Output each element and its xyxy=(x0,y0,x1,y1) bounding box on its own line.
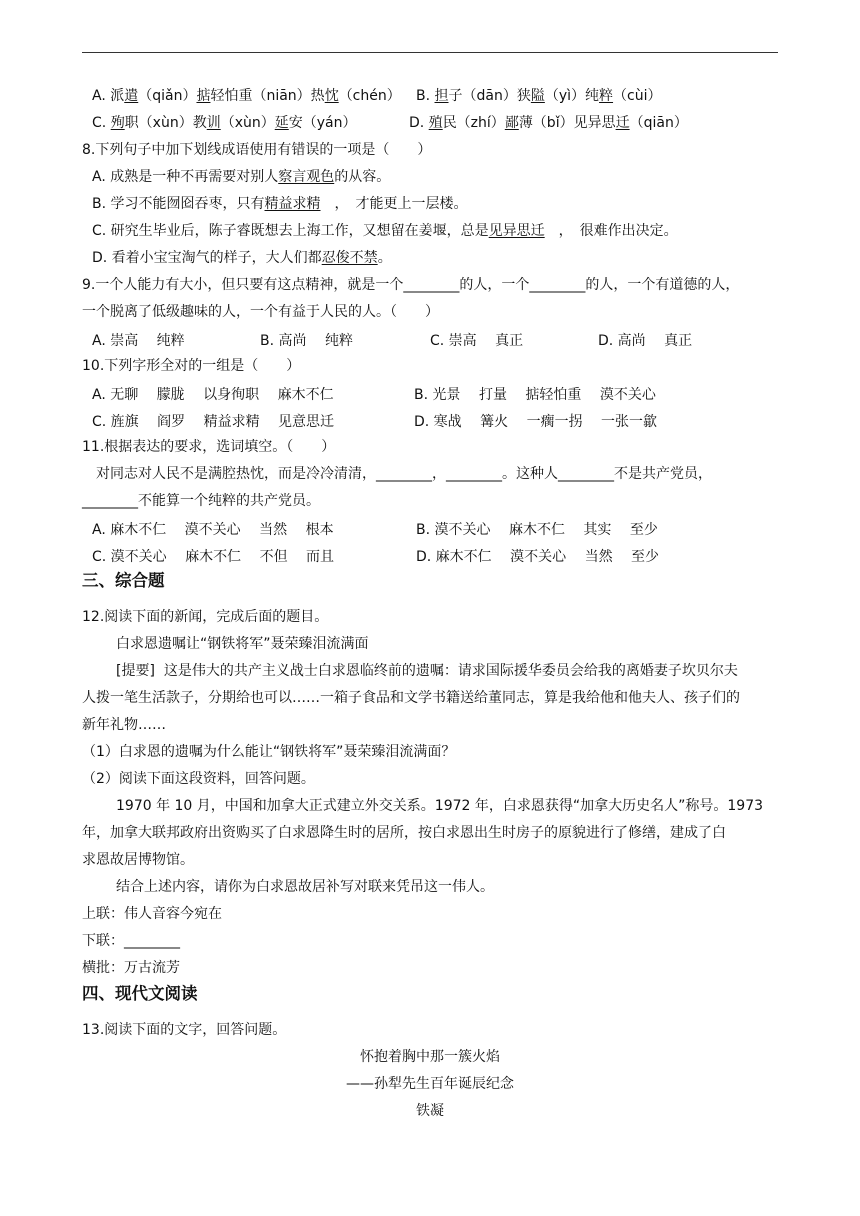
q7-option-d: D. 殖民（zhí）鄙薄（bǐ）见异思迁（qiān） xyxy=(409,115,688,131)
q8-option-b: B. 学习不能囫囵吞枣，只有精益求精 ， 才能更上一层楼。 xyxy=(92,196,468,212)
q12-para-line2: 人拨一笔生活款子，分期给也可以……一箱子食品和文学书籍送给董同志，算是我给他和他夫人、孩子们的 xyxy=(82,690,740,706)
article-title: 怀抱着胸中那一簇火焰 xyxy=(360,1049,500,1065)
q9-option-d: D. 高尚 真正 xyxy=(598,333,693,349)
couplet-upper: 上联：伟人音容今宛在 xyxy=(82,906,222,922)
q12-material-line2: 年，加拿大联邦政府出资购买了白求恩降生时的居所，按白求恩出生时房子的原貌进行了修缮，建成了白 xyxy=(82,825,726,841)
q12-task: 结合上述内容，请你为白求恩故居补写对联来凭吊这一伟人。 xyxy=(116,879,494,895)
q12-material-line1: 1970 年 10 月，中国和加拿大正式建立外交关系。1972 年，白求恩获得“加拿大历史名人”称号。1973 xyxy=(116,798,764,814)
q8-option-d: D. 看着小宝宝淘气的样子，大人们都忍俊不禁。 xyxy=(92,250,392,266)
q11-stem: 11.根据表达的要求，选词填空。（ ） xyxy=(82,439,336,455)
q10-option-c: C. 旌旗 阎罗 精益求精 见意思迁 xyxy=(92,414,335,430)
q12-headline: 白求恩遗嘱让“钢铁将军”聂荣臻泪流满面 xyxy=(116,636,369,652)
section-heading-3: 三、综合题 xyxy=(82,571,165,590)
q12-sub-question-1: （1）白求恩的遗嘱为什么能让“钢铁将军”聂荣臻泪流满面？ xyxy=(82,744,456,760)
article-subtitle: ——孙犁先生百年诞辰纪念 xyxy=(346,1076,514,1092)
q12-para-line1: [提要] 这是伟大的共产主义战士白求恩临终前的遗嘱：请求国际援华委员会给我的离婚妻子坎贝尔夫 xyxy=(116,663,738,679)
q11-option-d: D. 麻木不仁 漠不关心 当然 至少 xyxy=(416,549,660,565)
q8-option-c: C. 研究生毕业后，陈子睿既想去上海工作，又想留在姜堰，总是见异思迁 ， 很难作出决定。 xyxy=(92,223,678,239)
q8-option-a: A. 成熟是一种不再需要对别人察言观色的从容。 xyxy=(92,169,391,185)
q12-sub-question-2: （2）阅读下面这段资料，回答问题。 xyxy=(82,771,315,787)
q10-stem: 10.下列字形全对的一组是（ ） xyxy=(82,358,301,374)
q12-stem: 12.阅读下面的新闻，完成后面的题目。 xyxy=(82,609,329,625)
couplet-horizontal: 横批：万古流芳 xyxy=(82,960,180,976)
q8-stem: 8.下列句子中加下划线成语使用有错误的一项是（ ） xyxy=(82,142,432,158)
q11-option-c: C. 漠不关心 麻木不仁 不但 而且 xyxy=(92,549,335,565)
q9-option-a: A. 崇高 纯粹 xyxy=(92,333,185,349)
q7-option-b: B. 担子（dān）狭隘（yì）纯粹（cùi） xyxy=(416,88,662,104)
q11-option-a: A. 麻木不仁 漠不关心 当然 根本 xyxy=(92,522,334,538)
q11-option-b: B. 漠不关心 麻木不仁 其实 至少 xyxy=(416,522,658,538)
section-heading-4: 四、现代文阅读 xyxy=(82,984,198,1003)
q9-option-b: B. 高尚 纯粹 xyxy=(260,333,353,349)
q9-stem-line1: 9.一个人能力有大小，但只要有这点精神，就是一个________的人，一个________的人，一个有道德的人， xyxy=(82,277,740,293)
q7-option-a: A. 派遣（qiǎn）掂轻怕重（niān）热忱（chén） xyxy=(92,88,401,104)
q12-material-line3: 求恩故居博物馆。 xyxy=(82,852,194,868)
q11-text-line1: 对同志对人民不是满腔热忱，而是冷冷清清，________，________。这种人________不是共产党员， xyxy=(82,466,712,482)
q11-text-line2: ________不能算一个纯粹的共产党员。 xyxy=(82,493,320,509)
q10-option-b: B. 光景 打量 掂轻怕重 漠不关心 xyxy=(414,387,656,403)
header-rule xyxy=(82,52,778,53)
article-author: 铁凝 xyxy=(416,1103,444,1119)
q9-stem-line2: 一个脱离了低级趣味的人，一个有益于人民的人。（ ） xyxy=(82,304,439,320)
q9-option-c: C. 崇高 真正 xyxy=(430,333,524,349)
q12-para-line3: 新年礼物…… xyxy=(82,717,166,733)
couplet-lower: 下联：________ xyxy=(82,933,180,949)
q10-option-a: A. 无聊 朦胧 以身徇职 麻木不仁 xyxy=(92,387,334,403)
q10-option-d: D. 寒战 篝火 一瘸一拐 一张一歙 xyxy=(414,414,658,430)
q7-option-c: C. 殉职（xùn）教训（xùn）延安（yán） xyxy=(92,115,357,131)
q13-stem: 13.阅读下面的文字，回答问题。 xyxy=(82,1022,287,1038)
